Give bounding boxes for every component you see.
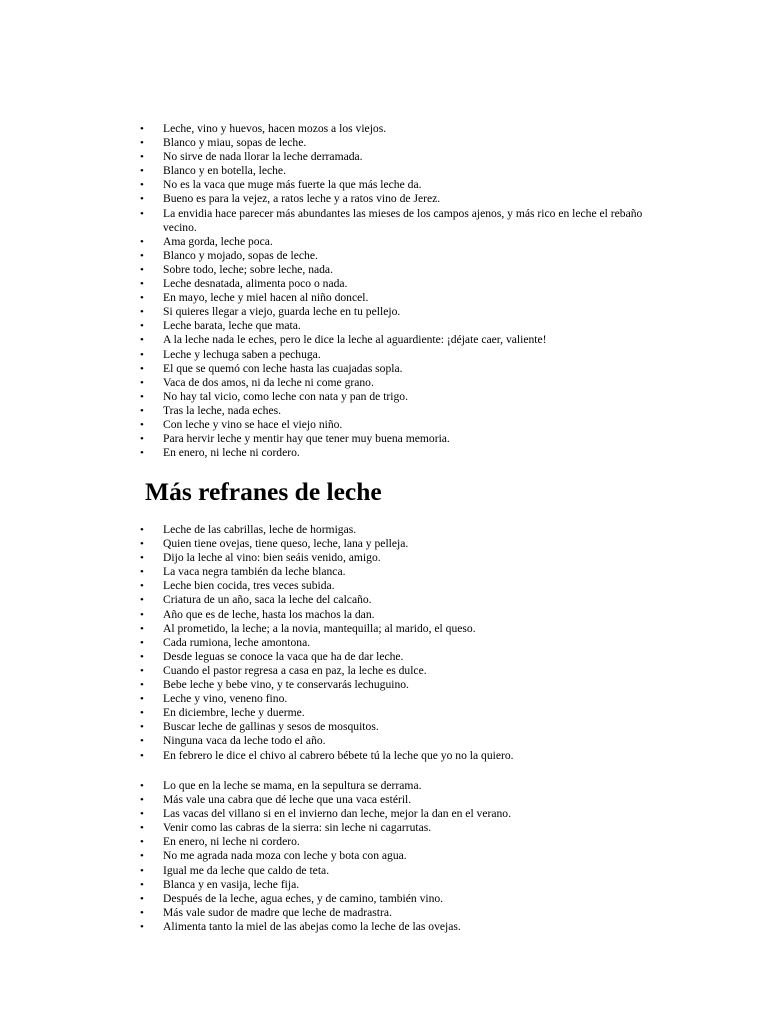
bullet-icon: •	[140, 836, 144, 849]
list-item-text: Para hervir leche y mentir hay que tener muy buena memoria.	[163, 432, 450, 446]
bullet-icon: •	[140, 390, 144, 403]
list-item-text: En enero, ni leche ni cordero.	[163, 446, 300, 460]
list-item-text: Leche de las cabrillas, leche de hormigas.	[163, 523, 357, 536]
bullet-icon: •	[140, 906, 144, 919]
list-item	[140, 404, 650, 418]
list-item-text: No hay tal vicio, como leche con nata y pan de trigo.	[163, 389, 408, 403]
bullet-icon: •	[140, 249, 144, 262]
list-item-text: Después de la leche, agua eches, y de camino, también vino.	[163, 891, 444, 905]
bullet-icon: •	[140, 780, 144, 792]
list-item-text: El que se quemó con leche hasta las cuajadas sopla.	[163, 361, 403, 375]
list-item-text: Buscar leche de gallinas y sesos de mosquitos.	[163, 720, 379, 734]
list-item	[140, 678, 650, 692]
list-item-text: Más vale una cabra que dé leche que una vaca estéril.	[163, 793, 412, 807]
list-item	[140, 277, 650, 291]
list-item	[140, 319, 650, 333]
list-item	[140, 892, 650, 906]
bullet-icon: •	[140, 447, 144, 460]
list-item	[140, 263, 650, 277]
proverb-list-3	[140, 779, 650, 934]
bullet-icon: •	[140, 650, 144, 663]
list-item-text: Ninguna vaca da leche todo el año.	[163, 734, 326, 748]
bullet-icon: •	[140, 278, 144, 291]
bullet-icon: •	[140, 679, 144, 692]
section-title: Más refranes de leche	[145, 477, 382, 506]
list-item	[140, 207, 650, 235]
list-item-text: Blanco y mojado, sopas de leche.	[163, 248, 318, 262]
list-item-text: Tras la leche, nada eches.	[163, 403, 282, 417]
list-item	[140, 390, 650, 404]
list-item	[140, 432, 650, 446]
list-item-text: Desde leguas se conoce la vaca que ha de dar leche.	[163, 649, 404, 663]
bullet-icon: •	[140, 707, 144, 720]
list-item	[140, 362, 650, 376]
list-item-text: Bebe leche y bebe vino, y te conservarás lechuguino.	[163, 678, 409, 692]
list-item-text: En febrero le dice el chivo al cabrero bébete tú la leche que yo no la quiero.	[163, 748, 514, 762]
list-item-text: En mayo, leche y miel hacen al niño doncel.	[163, 291, 369, 305]
list-item-text: Leche desnatada, alimenta poco o nada.	[163, 277, 348, 291]
list-item	[140, 835, 650, 849]
proverb-list-2	[140, 523, 650, 763]
list-item-text: Quien tiene ovejas, tiene queso, leche, lana y pelleja.	[163, 537, 409, 551]
bullet-icon: •	[140, 376, 144, 389]
list-item-text: Leche bien cocida, tres veces subida.	[163, 579, 335, 593]
list-item-text: Blanco y miau, sopas de leche.	[163, 136, 307, 150]
list-item-text: Dijo la leche al vino: bien seáis venido, amigo.	[163, 551, 381, 565]
list-item-text: Ama gorda, leche poca.	[163, 234, 273, 248]
list-item-text: Al prometido, la leche; a la novia, mantequilla; al marido, el queso.	[163, 621, 476, 635]
list-item	[140, 178, 650, 192]
bullet-icon: •	[140, 920, 144, 933]
bullet-icon: •	[140, 179, 144, 192]
bullet-icon: •	[140, 362, 144, 375]
list-item-text: Más vale sudor de madre que leche de madrastra.	[163, 905, 392, 919]
list-item	[140, 249, 650, 263]
list-item-text: Leche barata, leche que mata.	[163, 319, 301, 333]
list-item-text: Leche y lechuga saben a pechuga.	[163, 347, 321, 361]
list-item-text: Leche, vino y huevos, hacen mozos a los viejos.	[163, 122, 387, 135]
bullet-icon: •	[140, 137, 144, 150]
bullet-icon: •	[140, 794, 144, 807]
list-item-text: No es la vaca que muge más fuerte la que más leche da.	[163, 178, 422, 192]
bullet-icon: •	[140, 263, 144, 276]
bullet-icon: •	[140, 636, 144, 649]
bullet-icon: •	[140, 822, 144, 835]
list-item-text: Venir como las cabras de la sierra: sin leche ni cagarrutas.	[163, 821, 432, 835]
list-item	[140, 551, 650, 565]
list-item	[140, 565, 650, 579]
list-item-text: Igual me da leche que caldo de teta.	[163, 863, 330, 877]
list-item	[140, 793, 650, 807]
list-item	[140, 192, 650, 206]
bullet-icon: •	[140, 608, 144, 621]
bullet-icon: •	[140, 892, 144, 905]
bullet-icon: •	[140, 735, 144, 748]
bullet-icon: •	[140, 622, 144, 635]
list-item	[140, 749, 650, 763]
list-item	[140, 608, 650, 622]
list-item-text: No me agrada nada moza con leche y bota con agua.	[163, 849, 407, 863]
list-item	[140, 305, 650, 319]
bullet-icon: •	[140, 334, 144, 347]
bullet-icon: •	[140, 404, 144, 417]
bullet-icon: •	[140, 552, 144, 565]
list-item-text: Las vacas del villano si en el invierno dan leche, mejor la dan en el verano.	[163, 807, 511, 821]
bullet-icon: •	[140, 418, 144, 431]
list-item	[140, 864, 650, 878]
list-item	[140, 706, 650, 720]
bullet-icon: •	[140, 348, 144, 361]
list-item-text: Blanco y en botella, leche.	[163, 164, 286, 178]
list-item-text: Con leche y vino se hace el viejo niño.	[163, 417, 343, 431]
bullet-icon: •	[140, 207, 144, 220]
list-item	[140, 593, 650, 607]
list-item	[140, 622, 650, 636]
bullet-icon: •	[140, 566, 144, 579]
bullet-icon: •	[140, 433, 144, 446]
list-item	[140, 446, 650, 460]
list-item	[140, 734, 650, 748]
list-item	[140, 122, 650, 136]
list-item-text: Criatura de un año, saca la leche del calcaño.	[163, 593, 372, 607]
bullet-icon: •	[140, 524, 144, 536]
bullet-icon: •	[140, 151, 144, 164]
list-item-text: Leche y vino, veneno fino.	[163, 692, 288, 706]
bullet-icon: •	[140, 123, 144, 135]
list-item-text: Vaca de dos amos, ni da leche ni come grano.	[163, 375, 374, 389]
list-item	[140, 164, 650, 178]
list-item	[140, 692, 650, 706]
list-item-text: Sobre todo, leche; sobre leche, nada.	[163, 262, 333, 276]
bullet-icon: •	[140, 721, 144, 734]
bullet-icon: •	[140, 850, 144, 863]
bullet-icon: •	[140, 693, 144, 706]
proverb-list-1	[140, 122, 650, 460]
bullet-icon: •	[140, 878, 144, 891]
list-item	[140, 235, 650, 249]
bullet-icon: •	[140, 193, 144, 206]
bullet-icon: •	[140, 594, 144, 607]
list-item-text: En diciembre, leche y duerme.	[163, 706, 305, 720]
list-item	[140, 523, 650, 537]
bullet-icon: •	[140, 306, 144, 319]
bullet-icon: •	[140, 580, 144, 593]
bullet-icon: •	[140, 538, 144, 551]
list-item	[140, 291, 650, 305]
bullet-icon: •	[140, 864, 144, 877]
bullet-icon: •	[140, 165, 144, 178]
bullet-icon: •	[140, 292, 144, 305]
list-item	[140, 821, 650, 835]
list-item-text: Cuando el pastor regresa a casa en paz, la leche es dulce.	[163, 663, 427, 677]
list-item-text: En enero, ni leche ni cordero.	[163, 835, 300, 849]
list-item-text: Bueno es para la vejez, a ratos leche y a ratos vino de Jerez.	[163, 192, 441, 206]
list-item	[140, 664, 650, 678]
list-item-text: Si quieres llegar a viejo, guarda leche en tu pellejo.	[163, 305, 401, 319]
list-item	[140, 920, 650, 934]
list-item-text: A la leche nada le eches, pero le dice la leche al aguardiente: ¡déjate caer, valiente!	[163, 333, 547, 347]
list-item	[140, 849, 650, 863]
list-item	[140, 807, 650, 821]
list-item-text: Blanca y en vasija, leche fija.	[163, 877, 300, 891]
list-item	[140, 348, 650, 362]
bullet-icon: •	[140, 320, 144, 333]
list-item-text: Cada rumiona, leche amontona.	[163, 635, 311, 649]
list-item	[140, 906, 650, 920]
list-item	[140, 150, 650, 164]
list-item-text: Alimenta tanto la miel de las abejas como la leche de las ovejas.	[163, 919, 461, 933]
list-item	[140, 878, 650, 892]
bullet-icon: •	[140, 235, 144, 248]
bullet-icon: •	[140, 749, 144, 762]
bullet-icon: •	[140, 664, 144, 677]
list-item	[140, 636, 650, 650]
list-item	[140, 537, 650, 551]
list-item	[140, 333, 650, 347]
list-item-text: La envidia hace parecer más abundantes las mieses de los campos ajenos, y más rico en leche el rebaño vecino.	[163, 206, 643, 234]
list-item-text: No sirve de nada llorar la leche derramada.	[163, 150, 363, 164]
list-item	[140, 418, 650, 432]
list-item	[140, 579, 650, 593]
bullet-icon: •	[140, 808, 144, 821]
list-item-text: La vaca negra también da leche blanca.	[163, 565, 346, 579]
list-item	[140, 136, 650, 150]
list-item	[140, 779, 650, 793]
list-item-text: Lo que en la leche se mama, en la sepultura se derrama.	[163, 779, 422, 792]
list-item	[140, 376, 650, 390]
list-item	[140, 650, 650, 664]
list-item-text: Año que es de leche, hasta los machos la dan.	[163, 607, 375, 621]
list-item	[140, 720, 650, 734]
